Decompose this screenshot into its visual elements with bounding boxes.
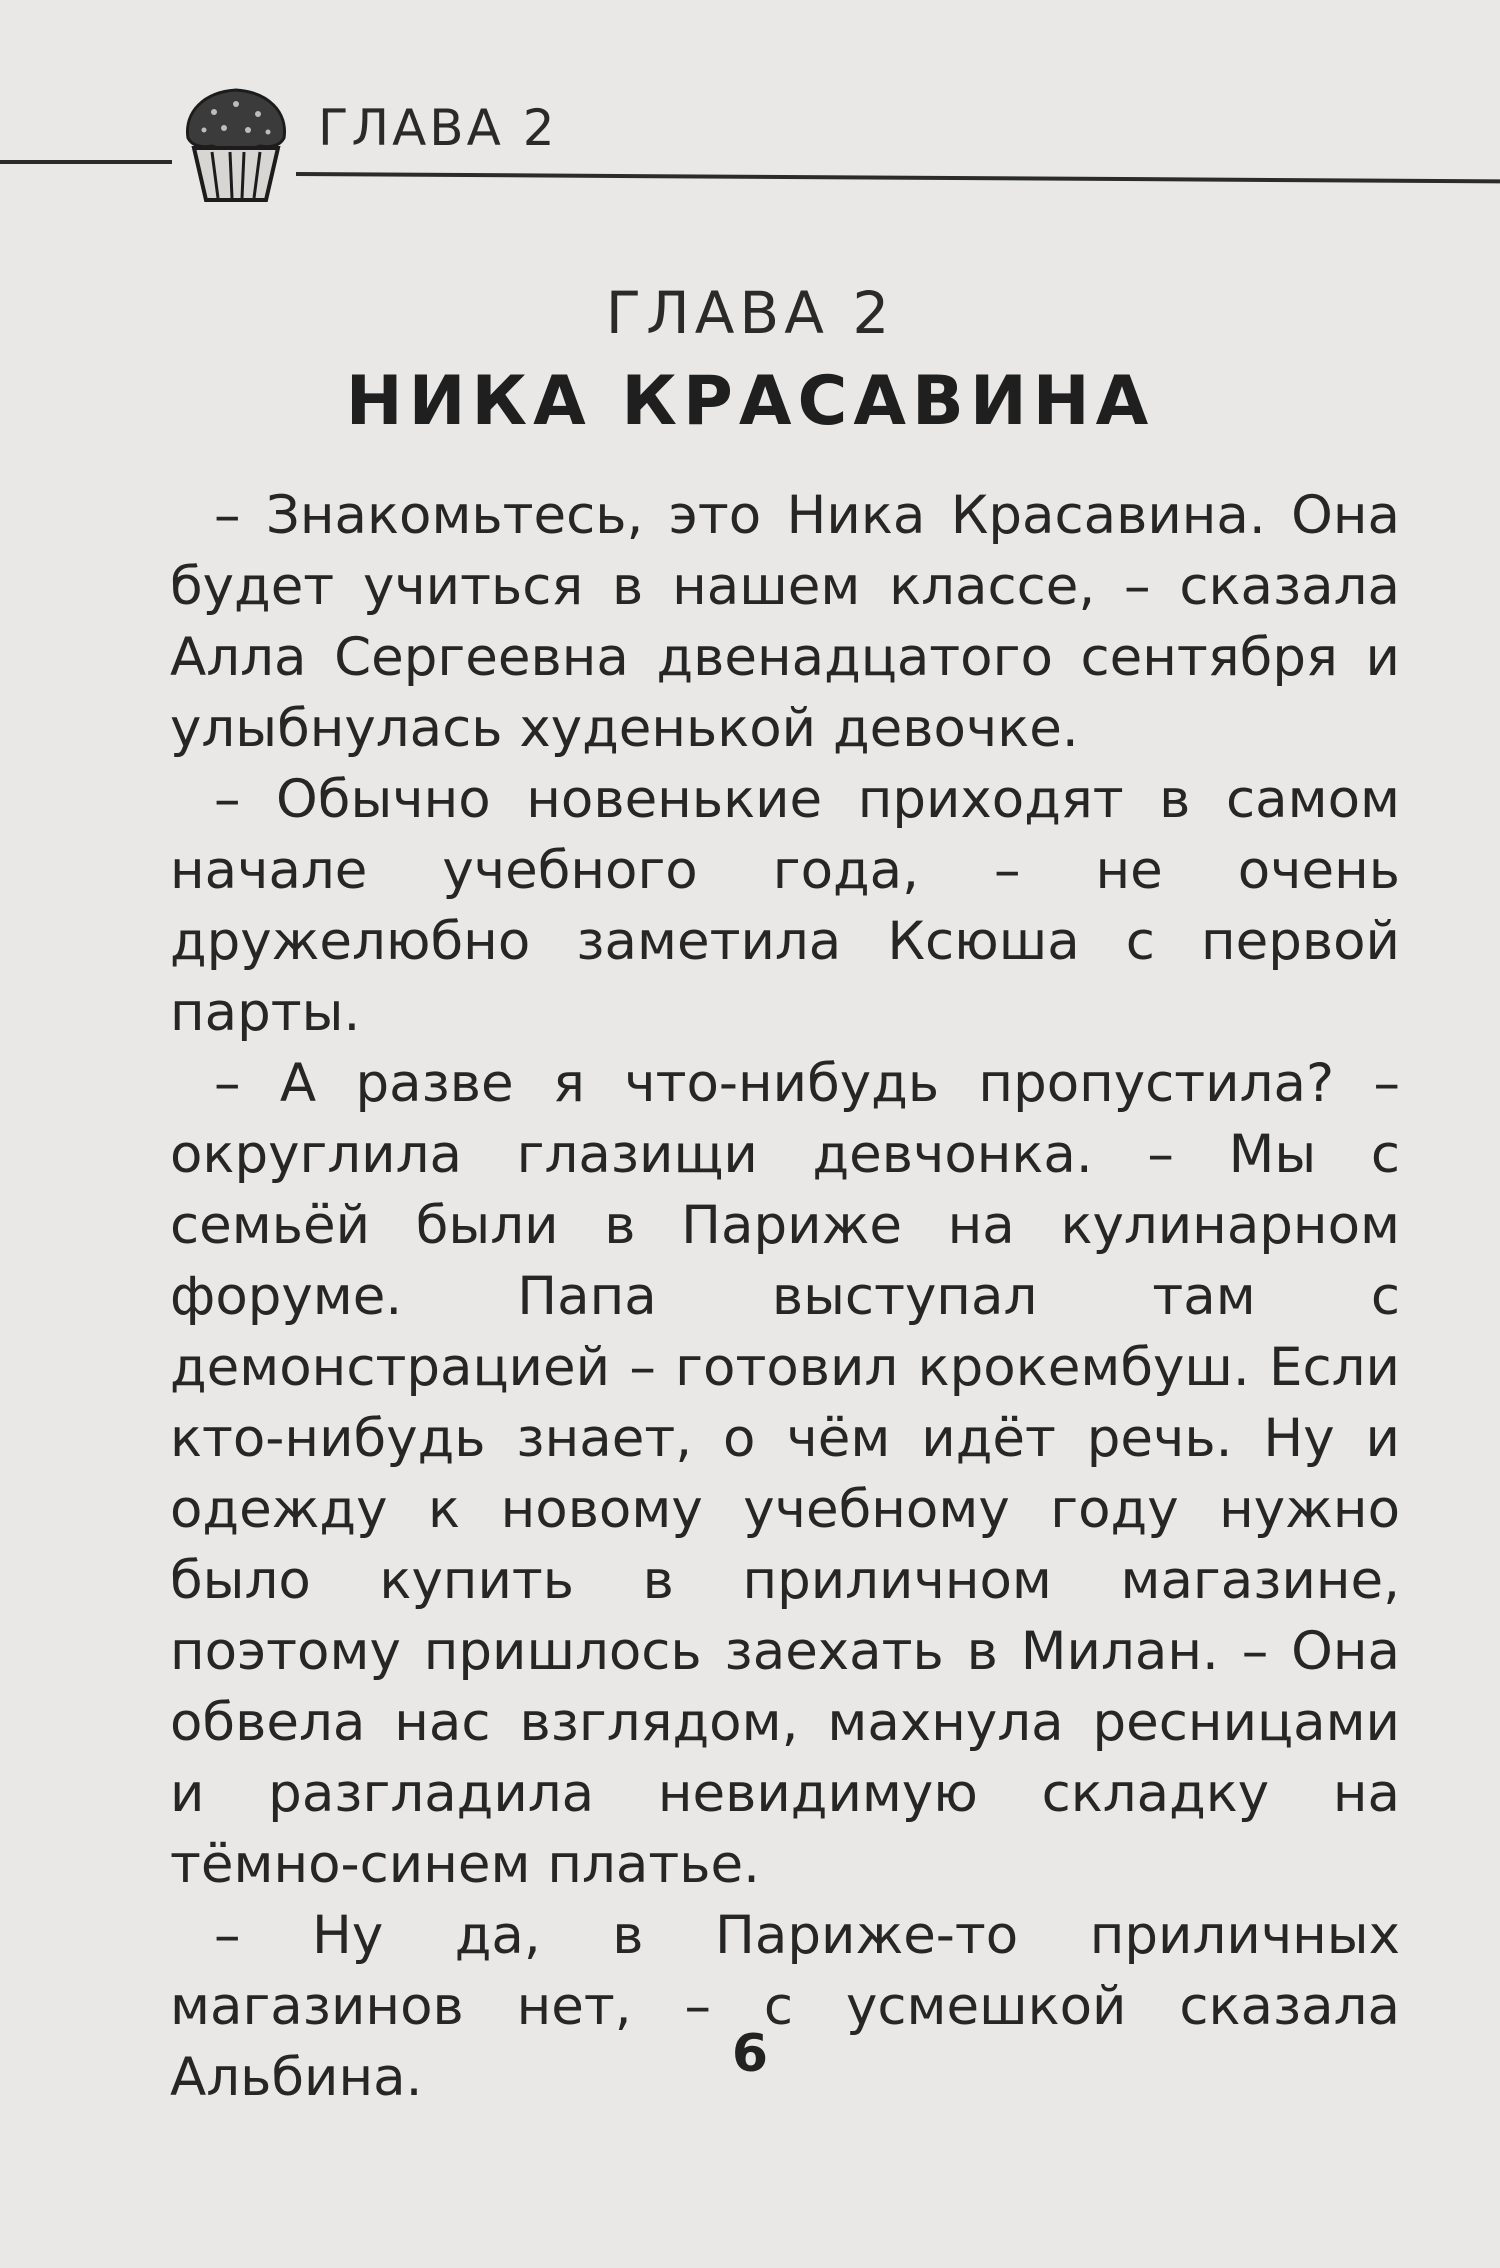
paragraph-1: – Знакомьтесь, это Ника Красавина. Она будет учиться в нашем классе, – сказала Алла Сергеевна двенадцатого сентября и улыбнулась худенькой девочке.: [170, 485, 1400, 759]
header-rule-right: [296, 172, 1500, 183]
chapter-title: НИКА КРАСАВИНА: [345, 362, 1155, 441]
header-rule-left: [0, 160, 172, 164]
chapter-label: ГЛАВА 2: [605, 279, 895, 347]
muffin-icon: [180, 76, 292, 206]
body-text: [170, 480, 1400, 2113]
paragraph-4: – Ну да, в Париже-то приличных магазинов нет, – с усмешкой сказала Альбина.: [170, 1905, 1400, 2108]
running-head: [0, 58, 1500, 208]
paragraph-3: – А разве я что-нибудь пропустила? – округлила глазищи девчонка. – Мы с семьёй были в Париже на кулинарном форуме. Папа выступал там с демонстрацией – готовил крокембуш. Если кто-нибудь знает, о чём идёт речь. Ну и одежду к новому учебному году нужно было купить в приличном магазине, поэтому пришлось заехать в Милан. – Она обвела нас взглядом, махнула ресницами и разгладила невидимую складку на тёмно-синем платье.: [170, 1053, 1400, 1895]
page-number: 6: [731, 2024, 769, 2084]
running-head-label: ГЛАВА 2: [318, 99, 558, 157]
paragraph-2: – Обычно новенькие приходят в самом начале учебного года, – не очень дружелюбно заметила Ксюша с первой парты.: [170, 769, 1400, 1043]
